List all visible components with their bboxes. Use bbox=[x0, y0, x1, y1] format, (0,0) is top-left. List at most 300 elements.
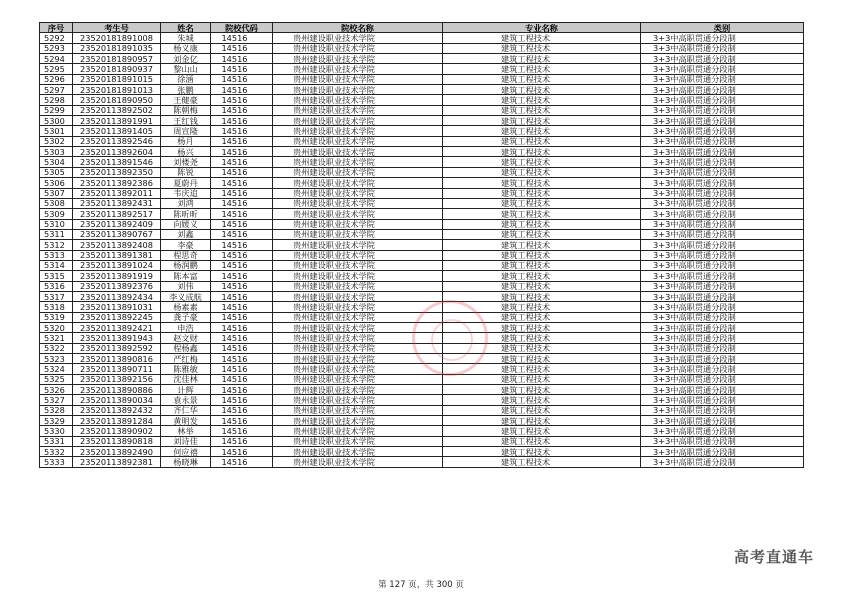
cell-name: 杨义康 bbox=[161, 43, 211, 53]
cell-school-name: 贵州建设职业技术学院 bbox=[273, 74, 443, 84]
cell-name: 赵文财 bbox=[161, 333, 211, 343]
cell-school-code: 14516 bbox=[211, 188, 273, 198]
cell-exam-id: 23520113890767 bbox=[73, 229, 161, 239]
table-row bbox=[40, 219, 804, 229]
page-number: 第 127 页，共 300 页 bbox=[378, 580, 464, 590]
cell-school-name: 贵州建设职业技术学院 bbox=[273, 126, 443, 136]
cell-exam-id: 23520181891015 bbox=[73, 74, 161, 84]
table-row bbox=[40, 178, 804, 188]
cell-exam-id: 23520113890886 bbox=[73, 385, 161, 395]
cell-exam-id: 23520113891031 bbox=[73, 302, 161, 312]
cell-school-name: 贵州建设职业技术学院 bbox=[273, 198, 443, 208]
cell-school-code: 14516 bbox=[211, 95, 273, 105]
cell-school-name: 贵州建设职业技术学院 bbox=[273, 157, 443, 167]
cell-major: 建筑工程技术 bbox=[443, 198, 641, 208]
cell-seq: 5332 bbox=[40, 447, 73, 457]
cell-seq: 5300 bbox=[40, 116, 73, 126]
cell-school-code: 14516 bbox=[211, 374, 273, 384]
cell-school-name: 贵州建设职业技术学院 bbox=[273, 54, 443, 64]
cell-name: 周宣隆 bbox=[161, 126, 211, 136]
cell-seq: 5312 bbox=[40, 240, 73, 250]
cell-category: 3+3中高职贯通分段制 bbox=[641, 198, 804, 208]
cell-category: 3+3中高职贯通分段制 bbox=[641, 209, 804, 219]
cell-major: 建筑工程技术 bbox=[443, 260, 641, 270]
cell-exam-id: 23520113892408 bbox=[73, 240, 161, 250]
cell-exam-id: 23520113891546 bbox=[73, 157, 161, 167]
cell-seq: 5295 bbox=[40, 64, 73, 74]
cell-exam-id: 23520113891919 bbox=[73, 271, 161, 281]
cell-name: 刘楼尧 bbox=[161, 157, 211, 167]
cell-seq: 5328 bbox=[40, 405, 73, 415]
cell-exam-id: 23520113890711 bbox=[73, 364, 161, 374]
cell-major: 建筑工程技术 bbox=[443, 54, 641, 64]
cell-major: 建筑工程技术 bbox=[443, 385, 641, 395]
cell-seq: 5294 bbox=[40, 54, 73, 64]
cell-category: 3+3中高职贯通分段制 bbox=[641, 395, 804, 405]
cell-name: 黄明发 bbox=[161, 416, 211, 426]
cell-school-name: 贵州建设职业技术学院 bbox=[273, 302, 443, 312]
cell-category: 3+3中高职贯通分段制 bbox=[641, 333, 804, 343]
cell-major: 建筑工程技术 bbox=[443, 116, 641, 126]
cell-category: 3+3中高职贯通分段制 bbox=[641, 105, 804, 115]
cell-exam-id: 23520113891943 bbox=[73, 333, 161, 343]
cell-category: 3+3中高职贯通分段制 bbox=[641, 178, 804, 188]
cell-school-code: 14516 bbox=[211, 74, 273, 84]
cell-category: 3+3中高职贯通分段制 bbox=[641, 64, 804, 74]
cell-name: 张鹏 bbox=[161, 85, 211, 95]
cell-category: 3+3中高职贯通分段制 bbox=[641, 291, 804, 301]
cell-category: 3+3中高职贯通分段制 bbox=[641, 385, 804, 395]
cell-seq: 5313 bbox=[40, 250, 73, 260]
cell-seq: 5333 bbox=[40, 457, 73, 467]
header-row bbox=[40, 23, 804, 33]
cell-category: 3+3中高职贯通分段制 bbox=[641, 250, 804, 260]
table-row bbox=[40, 374, 804, 384]
cell-school-code: 14516 bbox=[211, 302, 273, 312]
cell-school-name: 贵州建设职业技术学院 bbox=[273, 105, 443, 115]
cell-school-name: 贵州建设职业技术学院 bbox=[273, 416, 443, 426]
table-row bbox=[40, 85, 804, 95]
cell-category: 3+3中高职贯通分段制 bbox=[641, 188, 804, 198]
cell-seq: 5329 bbox=[40, 416, 73, 426]
table-row bbox=[40, 147, 804, 157]
cell-major: 建筑工程技术 bbox=[443, 343, 641, 353]
table-row bbox=[40, 333, 804, 343]
cell-seq: 5293 bbox=[40, 43, 73, 53]
cell-category: 3+3中高职贯通分段制 bbox=[641, 147, 804, 157]
table-row bbox=[40, 54, 804, 64]
table-row bbox=[40, 105, 804, 115]
cell-category: 3+3中高职贯通分段制 bbox=[641, 281, 804, 291]
cell-exam-id: 23520113892434 bbox=[73, 291, 161, 301]
cell-school-name: 贵州建设职业技术学院 bbox=[273, 436, 443, 446]
cell-name: 龚子豪 bbox=[161, 312, 211, 322]
cell-seq: 5297 bbox=[40, 85, 73, 95]
table-row bbox=[40, 198, 804, 208]
table-row bbox=[40, 260, 804, 270]
cell-name: 刘鑫 bbox=[161, 229, 211, 239]
cell-exam-id: 23520113892592 bbox=[73, 343, 161, 353]
cell-name: 夏蔚丹 bbox=[161, 178, 211, 188]
cell-major: 建筑工程技术 bbox=[443, 395, 641, 405]
cell-school-code: 14516 bbox=[211, 240, 273, 250]
cell-school-name: 贵州建设职业技术学院 bbox=[273, 95, 443, 105]
cell-school-name: 贵州建设职业技术学院 bbox=[273, 229, 443, 239]
cell-school-name: 贵州建设职业技术学院 bbox=[273, 188, 443, 198]
cell-category: 3+3中高职贯通分段制 bbox=[641, 219, 804, 229]
table-row bbox=[40, 447, 804, 457]
cell-exam-id: 23520113890818 bbox=[73, 436, 161, 446]
cell-exam-id: 23520113892502 bbox=[73, 105, 161, 115]
cell-name: 陈昕昕 bbox=[161, 209, 211, 219]
cell-school-name: 贵州建设职业技术学院 bbox=[273, 395, 443, 405]
cell-school-code: 14516 bbox=[211, 291, 273, 301]
cell-exam-id: 23520113890902 bbox=[73, 426, 161, 436]
table-row bbox=[40, 426, 804, 436]
cell-school-name: 贵州建设职业技术学院 bbox=[273, 385, 443, 395]
cell-major: 建筑工程技术 bbox=[443, 416, 641, 426]
cell-exam-id: 23520113891405 bbox=[73, 126, 161, 136]
cell-major: 建筑工程技术 bbox=[443, 240, 641, 250]
cell-seq: 5314 bbox=[40, 260, 73, 270]
cell-exam-id: 23520181890957 bbox=[73, 54, 161, 64]
cell-seq: 5305 bbox=[40, 167, 73, 177]
cell-exam-id: 23520113892386 bbox=[73, 178, 161, 188]
cell-name: 杨润鹏 bbox=[161, 260, 211, 270]
cell-seq: 5296 bbox=[40, 74, 73, 84]
cell-major: 建筑工程技术 bbox=[443, 219, 641, 229]
table-row bbox=[40, 457, 804, 467]
cell-category: 3+3中高职贯通分段制 bbox=[641, 354, 804, 364]
cell-school-name: 贵州建设职业技术学院 bbox=[273, 426, 443, 436]
table-header bbox=[40, 23, 804, 33]
cell-category: 3+3中高职贯通分段制 bbox=[641, 95, 804, 105]
cell-exam-id: 23520113892011 bbox=[73, 188, 161, 198]
cell-school-name: 贵州建设职业技术学院 bbox=[273, 333, 443, 343]
cell-school-name: 贵州建设职业技术学院 bbox=[273, 85, 443, 95]
cell-seq: 5315 bbox=[40, 271, 73, 281]
cell-category: 3+3中高职贯通分段制 bbox=[641, 157, 804, 167]
cell-name: 林举 bbox=[161, 426, 211, 436]
table-row bbox=[40, 322, 804, 332]
cell-name: 王红钱 bbox=[161, 116, 211, 126]
cell-seq: 5303 bbox=[40, 147, 73, 157]
cell-seq: 5309 bbox=[40, 209, 73, 219]
cell-exam-id: 23520113892156 bbox=[73, 374, 161, 384]
cell-school-code: 14516 bbox=[211, 395, 273, 405]
header-school-name: 院校名称 bbox=[273, 23, 443, 33]
header-school-code: 院校代码 bbox=[211, 23, 273, 33]
cell-name: 陈雅敏 bbox=[161, 364, 211, 374]
cell-school-code: 14516 bbox=[211, 385, 273, 395]
table-row bbox=[40, 95, 804, 105]
cell-school-name: 贵州建设职业技术学院 bbox=[273, 271, 443, 281]
cell-name: 朱城 bbox=[161, 33, 211, 43]
cell-school-name: 贵州建设职业技术学院 bbox=[273, 405, 443, 415]
cell-category: 3+3中高职贯通分段制 bbox=[641, 302, 804, 312]
table-row bbox=[40, 126, 804, 136]
cell-exam-id: 23520113890816 bbox=[73, 354, 161, 364]
cell-name: 刘伟 bbox=[161, 281, 211, 291]
cell-category: 3+3中高职贯通分段制 bbox=[641, 447, 804, 457]
cell-name: 杨兴 bbox=[161, 147, 211, 157]
cell-name: 程杨鑫 bbox=[161, 343, 211, 353]
cell-exam-id: 23520113891024 bbox=[73, 260, 161, 270]
cell-exam-id: 23520113892431 bbox=[73, 198, 161, 208]
cell-school-code: 14516 bbox=[211, 157, 273, 167]
table-row bbox=[40, 157, 804, 167]
cell-exam-id: 23520113892490 bbox=[73, 447, 161, 457]
cell-school-code: 14516 bbox=[211, 250, 273, 260]
table-row bbox=[40, 74, 804, 84]
cell-category: 3+3中高职贯通分段制 bbox=[641, 74, 804, 84]
cell-name: 刘诗佳 bbox=[161, 436, 211, 446]
cell-school-name: 贵州建设职业技术学院 bbox=[273, 147, 443, 157]
cell-major: 建筑工程技术 bbox=[443, 136, 641, 146]
cell-name: 何应禧 bbox=[161, 447, 211, 457]
table-row bbox=[40, 343, 804, 353]
cell-exam-id: 23520181890950 bbox=[73, 95, 161, 105]
cell-seq: 5327 bbox=[40, 395, 73, 405]
cell-seq: 5326 bbox=[40, 385, 73, 395]
cell-school-code: 14516 bbox=[211, 271, 273, 281]
cell-seq: 5299 bbox=[40, 105, 73, 115]
cell-school-name: 贵州建设职业技术学院 bbox=[273, 136, 443, 146]
header-category: 类别 bbox=[641, 23, 804, 33]
cell-school-code: 14516 bbox=[211, 219, 273, 229]
cell-name: 陈朝梅 bbox=[161, 105, 211, 115]
cell-exam-id: 23520181891008 bbox=[73, 33, 161, 43]
cell-school-name: 贵州建设职业技术学院 bbox=[273, 281, 443, 291]
cell-major: 建筑工程技术 bbox=[443, 364, 641, 374]
table-row bbox=[40, 436, 804, 446]
cell-major: 建筑工程技术 bbox=[443, 271, 641, 281]
cell-major: 建筑工程技术 bbox=[443, 374, 641, 384]
cell-school-code: 14516 bbox=[211, 85, 273, 95]
cell-major: 建筑工程技术 bbox=[443, 447, 641, 457]
table-row bbox=[40, 229, 804, 239]
cell-exam-id: 23520113892409 bbox=[73, 219, 161, 229]
cell-school-code: 14516 bbox=[211, 416, 273, 426]
cell-seq: 5310 bbox=[40, 219, 73, 229]
cell-school-name: 贵州建设职业技术学院 bbox=[273, 447, 443, 457]
cell-name: 徐涵 bbox=[161, 74, 211, 84]
cell-category: 3+3中高职贯通分段制 bbox=[641, 136, 804, 146]
cell-seq: 5322 bbox=[40, 343, 73, 353]
table-row bbox=[40, 405, 804, 415]
cell-major: 建筑工程技术 bbox=[443, 209, 641, 219]
header-name: 姓名 bbox=[161, 23, 211, 33]
cell-school-name: 贵州建设职业技术学院 bbox=[273, 240, 443, 250]
cell-seq: 5292 bbox=[40, 33, 73, 43]
cell-school-code: 14516 bbox=[211, 312, 273, 322]
cell-major: 建筑工程技术 bbox=[443, 64, 641, 74]
table-row bbox=[40, 385, 804, 395]
cell-name: 陈锐 bbox=[161, 167, 211, 177]
table-row bbox=[40, 33, 804, 43]
cell-seq: 5302 bbox=[40, 136, 73, 146]
header-exam-id: 考生号 bbox=[73, 23, 161, 33]
cell-major: 建筑工程技术 bbox=[443, 178, 641, 188]
cell-seq: 5319 bbox=[40, 312, 73, 322]
cell-school-name: 贵州建设职业技术学院 bbox=[273, 116, 443, 126]
table-row bbox=[40, 250, 804, 260]
cell-school-code: 14516 bbox=[211, 198, 273, 208]
cell-school-name: 贵州建设职业技术学院 bbox=[273, 43, 443, 53]
cell-school-name: 贵州建设职业技术学院 bbox=[273, 64, 443, 74]
cell-major: 建筑工程技术 bbox=[443, 333, 641, 343]
cell-category: 3+3中高职贯通分段制 bbox=[641, 457, 804, 467]
cell-major: 建筑工程技术 bbox=[443, 74, 641, 84]
cell-major: 建筑工程技术 bbox=[443, 291, 641, 301]
cell-school-code: 14516 bbox=[211, 64, 273, 74]
cell-major: 建筑工程技术 bbox=[443, 105, 641, 115]
table-row bbox=[40, 291, 804, 301]
cell-category: 3+3中高职贯通分段制 bbox=[641, 54, 804, 64]
cell-school-name: 贵州建设职业技术学院 bbox=[273, 33, 443, 43]
cell-exam-id: 23520113892517 bbox=[73, 209, 161, 219]
cell-school-code: 14516 bbox=[211, 343, 273, 353]
cell-exam-id: 23520113892604 bbox=[73, 147, 161, 157]
cell-school-name: 贵州建设职业技术学院 bbox=[273, 322, 443, 332]
cell-seq: 5304 bbox=[40, 157, 73, 167]
cell-seq: 5307 bbox=[40, 188, 73, 198]
cell-category: 3+3中高职贯通分段制 bbox=[641, 436, 804, 446]
cell-major: 建筑工程技术 bbox=[443, 229, 641, 239]
cell-seq: 5323 bbox=[40, 354, 73, 364]
cell-exam-id: 23520113892376 bbox=[73, 281, 161, 291]
table-row bbox=[40, 416, 804, 426]
cell-category: 3+3中高职贯通分段制 bbox=[641, 312, 804, 322]
cell-category: 3+3中高职贯通分段制 bbox=[641, 33, 804, 43]
cell-school-code: 14516 bbox=[211, 229, 273, 239]
cell-category: 3+3中高职贯通分段制 bbox=[641, 229, 804, 239]
cell-name: 李义成航 bbox=[161, 291, 211, 301]
cell-school-name: 贵州建设职业技术学院 bbox=[273, 209, 443, 219]
table-row bbox=[40, 302, 804, 312]
cell-major: 建筑工程技术 bbox=[443, 126, 641, 136]
table-row bbox=[40, 64, 804, 74]
cell-seq: 5318 bbox=[40, 302, 73, 312]
cell-school-name: 贵州建设职业技术学院 bbox=[273, 178, 443, 188]
cell-name: 严红梅 bbox=[161, 354, 211, 364]
cell-major: 建筑工程技术 bbox=[443, 167, 641, 177]
cell-school-code: 14516 bbox=[211, 33, 273, 43]
cell-seq: 5301 bbox=[40, 126, 73, 136]
cell-exam-id: 23520181890937 bbox=[73, 64, 161, 74]
cell-name: 向媛义 bbox=[161, 219, 211, 229]
cell-school-name: 贵州建设职业技术学院 bbox=[273, 250, 443, 260]
cell-school-code: 14516 bbox=[211, 281, 273, 291]
table-row bbox=[40, 271, 804, 281]
cell-school-name: 贵州建设职业技术学院 bbox=[273, 312, 443, 322]
cell-school-name: 贵州建设职业技术学院 bbox=[273, 291, 443, 301]
cell-exam-id: 23520113891284 bbox=[73, 416, 161, 426]
cell-school-code: 14516 bbox=[211, 260, 273, 270]
cell-school-code: 14516 bbox=[211, 54, 273, 64]
cell-school-name: 贵州建设职业技术学院 bbox=[273, 219, 443, 229]
table-row bbox=[40, 281, 804, 291]
table-row bbox=[40, 395, 804, 405]
cell-seq: 5316 bbox=[40, 281, 73, 291]
cell-major: 建筑工程技术 bbox=[443, 302, 641, 312]
cell-name: 陈本富 bbox=[161, 271, 211, 281]
cell-major: 建筑工程技术 bbox=[443, 281, 641, 291]
cell-school-code: 14516 bbox=[211, 126, 273, 136]
cell-category: 3+3中高职贯通分段制 bbox=[641, 426, 804, 436]
cell-category: 3+3中高职贯通分段制 bbox=[641, 322, 804, 332]
cell-major: 建筑工程技术 bbox=[443, 426, 641, 436]
cell-seq: 5317 bbox=[40, 291, 73, 301]
cell-name: 杨素素 bbox=[161, 302, 211, 312]
cell-school-code: 14516 bbox=[211, 116, 273, 126]
cell-school-name: 贵州建设职业技术学院 bbox=[273, 364, 443, 374]
cell-exam-id: 23520181891035 bbox=[73, 43, 161, 53]
cell-exam-id: 23520113892350 bbox=[73, 167, 161, 177]
cell-category: 3+3中高职贯通分段制 bbox=[641, 364, 804, 374]
header-major: 专业名称 bbox=[443, 23, 641, 33]
cell-school-name: 贵州建设职业技术学院 bbox=[273, 457, 443, 467]
cell-school-code: 14516 bbox=[211, 354, 273, 364]
cell-name: 袁永景 bbox=[161, 395, 211, 405]
cell-school-name: 贵州建设职业技术学院 bbox=[273, 343, 443, 353]
table-row bbox=[40, 209, 804, 219]
table-row bbox=[40, 43, 804, 53]
cell-name: 黎山山 bbox=[161, 64, 211, 74]
table-row bbox=[40, 240, 804, 250]
cell-seq: 5331 bbox=[40, 436, 73, 446]
cell-category: 3+3中高职贯通分段制 bbox=[641, 405, 804, 415]
cell-school-code: 14516 bbox=[211, 167, 273, 177]
cell-school-name: 贵州建设职业技术学院 bbox=[273, 354, 443, 364]
table-row bbox=[40, 312, 804, 322]
table-row bbox=[40, 116, 804, 126]
cell-major: 建筑工程技术 bbox=[443, 188, 641, 198]
cell-major: 建筑工程技术 bbox=[443, 95, 641, 105]
cell-exam-id: 23520113890034 bbox=[73, 395, 161, 405]
cell-school-code: 14516 bbox=[211, 105, 273, 115]
cell-category: 3+3中高职贯通分段制 bbox=[641, 240, 804, 250]
table-row bbox=[40, 167, 804, 177]
cell-exam-id: 23520181891013 bbox=[73, 85, 161, 95]
cell-major: 建筑工程技术 bbox=[443, 457, 641, 467]
cell-major: 建筑工程技术 bbox=[443, 43, 641, 53]
cell-category: 3+3中高职贯通分段制 bbox=[641, 85, 804, 95]
cell-school-name: 贵州建设职业技术学院 bbox=[273, 260, 443, 270]
cell-major: 建筑工程技术 bbox=[443, 250, 641, 260]
cell-name: 杨月 bbox=[161, 136, 211, 146]
cell-school-code: 14516 bbox=[211, 322, 273, 332]
cell-name: 王健豪 bbox=[161, 95, 211, 105]
cell-name: 沈佳林 bbox=[161, 374, 211, 384]
cell-seq: 5325 bbox=[40, 374, 73, 384]
cell-major: 建筑工程技术 bbox=[443, 405, 641, 415]
cell-school-code: 14516 bbox=[211, 405, 273, 415]
cell-seq: 5321 bbox=[40, 333, 73, 343]
cell-exam-id: 23520113892421 bbox=[73, 322, 161, 332]
cell-major: 建筑工程技术 bbox=[443, 436, 641, 446]
cell-exam-id: 23520113892432 bbox=[73, 405, 161, 415]
cell-major: 建筑工程技术 bbox=[443, 312, 641, 322]
cell-category: 3+3中高职贯通分段制 bbox=[641, 126, 804, 136]
table-row bbox=[40, 136, 804, 146]
cell-exam-id: 23520113891381 bbox=[73, 250, 161, 260]
cell-school-name: 贵州建设职业技术学院 bbox=[273, 167, 443, 177]
cell-exam-id: 23520113891991 bbox=[73, 116, 161, 126]
cell-school-code: 14516 bbox=[211, 426, 273, 436]
cell-seq: 5320 bbox=[40, 322, 73, 332]
cell-school-code: 14516 bbox=[211, 457, 273, 467]
